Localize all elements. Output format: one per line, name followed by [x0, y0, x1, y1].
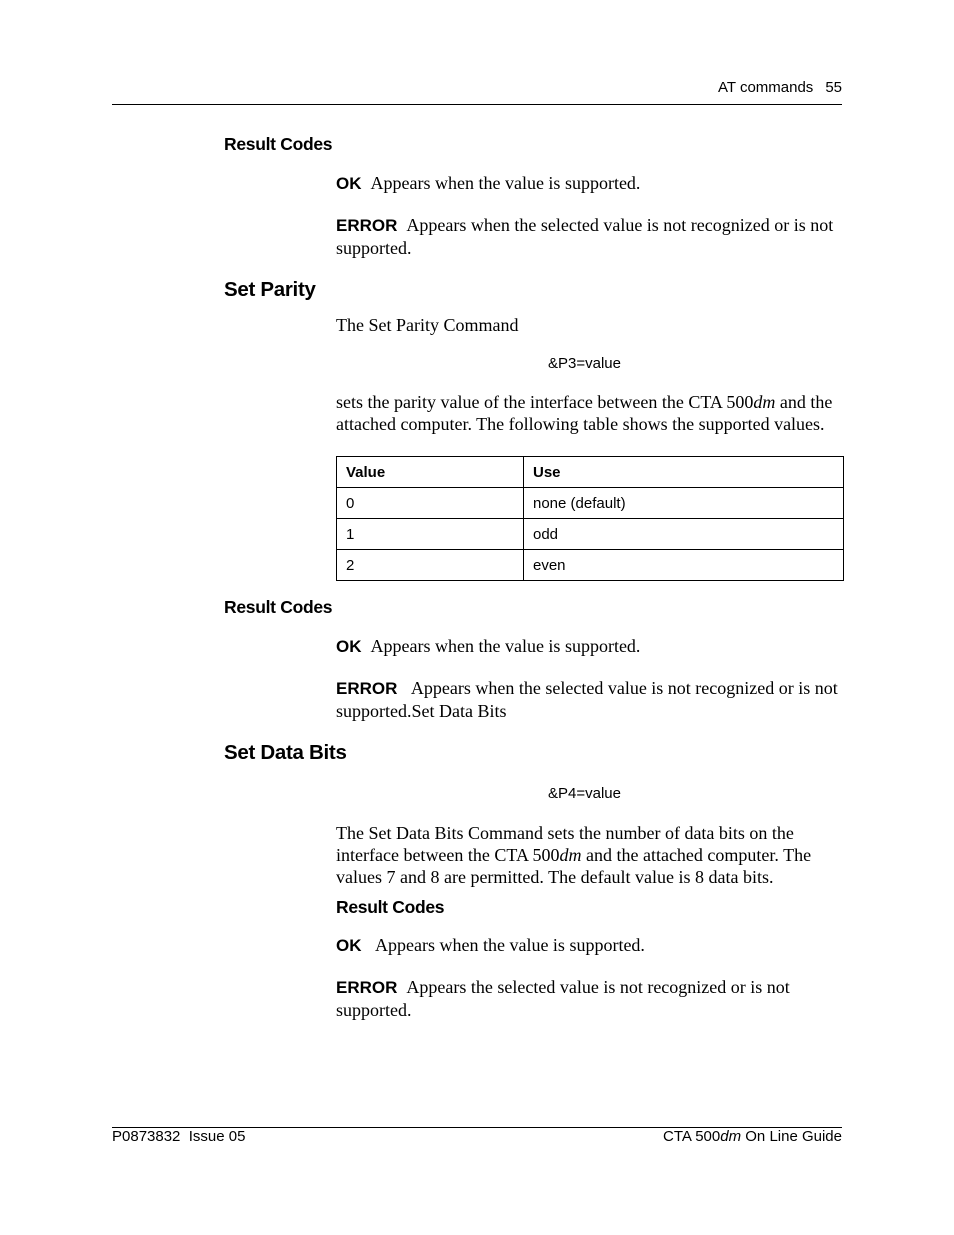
- table-row: [337, 519, 844, 550]
- header-section: AT commands: [718, 79, 814, 96]
- table-header-row: [337, 457, 844, 488]
- result-ok-2: [336, 635, 846, 658]
- error-desc: Appears when the selected value is not recognized or is not supported.: [336, 215, 834, 258]
- set-data-bits-description: [336, 822, 846, 888]
- table-row: [337, 550, 844, 581]
- set-parity-intro: The Set Parity Command: [336, 315, 519, 335]
- guide-italic: dm: [720, 1128, 742, 1145]
- parity-table: [336, 456, 844, 581]
- set-parity-description: [336, 391, 846, 435]
- header-rule: [112, 104, 842, 105]
- ok-desc: Appears when the value is supported.: [370, 636, 641, 656]
- guide-suffix: On Line Guide: [741, 1128, 842, 1145]
- result-codes-heading-3: Result Codes: [336, 897, 445, 917]
- table-cell-value: 1: [337, 519, 524, 550]
- table-header-use: Use: [524, 457, 844, 488]
- error-term: ERROR: [336, 679, 398, 698]
- result-error-3: [336, 976, 846, 1021]
- ok-desc: Appears when the value is supported.: [370, 173, 641, 193]
- ok-term: OK: [336, 637, 362, 656]
- error-term: ERROR: [336, 978, 398, 997]
- desc-italic: dm: [559, 845, 582, 865]
- table-cell-value: 0: [337, 488, 524, 519]
- result-error-2: [336, 677, 846, 722]
- table-cell-use: even: [524, 550, 844, 581]
- ok-desc: Appears when the value is supported.: [375, 935, 645, 955]
- result-codes-heading-2: Result Codes: [224, 597, 333, 617]
- page-number: 55: [825, 79, 842, 96]
- table-cell-use: none (default): [524, 488, 844, 519]
- guide-prefix: CTA 500: [662, 1128, 721, 1145]
- desc-italic: dm: [753, 392, 776, 412]
- set-data-bits-heading: Set Data Bits: [224, 741, 347, 764]
- result-codes-heading-1: Result Codes: [224, 134, 333, 154]
- table-cell-use: odd: [524, 519, 844, 550]
- issue: Issue 05: [188, 1128, 246, 1145]
- set-parity-command: &P3=value: [548, 355, 621, 372]
- set-data-bits-command: &P4=value: [548, 785, 621, 802]
- desc-text: sets the parity value of the interface between the CTA 500: [336, 392, 754, 412]
- desc-text-2: and the attached computer. The following table shows the supported values.: [336, 392, 833, 434]
- running-header: [718, 79, 842, 96]
- result-ok-3: [336, 934, 846, 957]
- desc-text: The Set Data Bits Command sets the number of data bits on the interface between the CTA 500: [336, 823, 794, 865]
- table-header-value: Value: [337, 457, 524, 488]
- result-error-1: [336, 214, 846, 259]
- footer-guide-title: [663, 1128, 842, 1145]
- error-desc: Appears the selected value is not recognized or is not supported.: [336, 977, 790, 1020]
- doc-id: P0873832: [112, 1128, 181, 1145]
- table-row: [337, 488, 844, 519]
- set-parity-heading: Set Parity: [224, 278, 316, 301]
- desc-text-2: and the attached computer. The values 7 and 8 are permitted. The default value is 8 data bits.: [336, 845, 812, 887]
- error-desc: Appears when the selected value is not recognized or is not supported.Set Data Bits: [336, 678, 838, 721]
- ok-term: OK: [336, 174, 362, 193]
- ok-term: OK: [336, 936, 362, 955]
- error-term: ERROR: [336, 216, 398, 235]
- result-ok-1: [336, 172, 846, 195]
- table-cell-value: 2: [337, 550, 524, 581]
- footer-doc-id: [112, 1128, 245, 1145]
